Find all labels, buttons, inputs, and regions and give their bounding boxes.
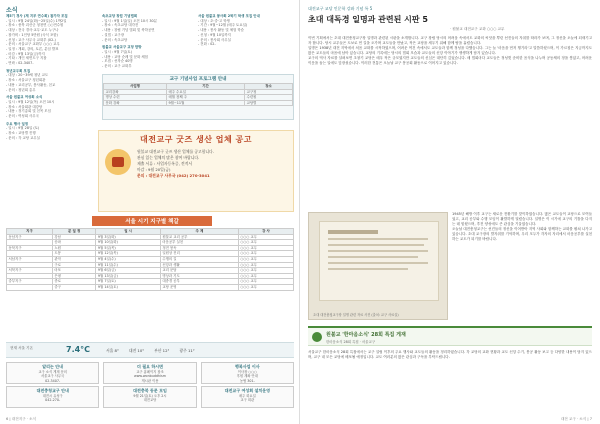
schedule-cell: ○○○ 교무	[238, 268, 293, 274]
news-heading: 청년교우회 모집	[6, 68, 31, 73]
footer-box-line: 대전시 유성구	[42, 394, 63, 398]
schedule-cell: 중부지구	[7, 279, 53, 285]
footer-box-line: 02-3407-	[45, 378, 61, 383]
news-heading: 주요 행사 일정	[6, 121, 29, 126]
program-cell: 매주 수요일	[167, 89, 245, 95]
footer-box	[201, 362, 294, 384]
news-line: - 문의 : 각 교당 교무실	[6, 135, 40, 140]
schedule-cell: 종로	[52, 279, 95, 285]
schedule-cell: 구로	[52, 262, 95, 268]
schedule-cell: 수행의 길	[160, 256, 238, 262]
news-line: - 문의 : 서울교구 교화부 ○○○ 교무	[6, 42, 60, 47]
weather-item: 부산 12°	[154, 348, 170, 353]
footer-box	[103, 386, 196, 408]
weather-items	[106, 348, 195, 354]
news-line: - 내용 : 교리공부, 봉사활동, 친교	[6, 82, 56, 87]
news-line: - 문의 : 교구 교화부	[102, 64, 132, 69]
schedule-cell: 9월 14일(토)	[96, 284, 160, 290]
article-photo	[308, 212, 448, 320]
program-cell: 교리강좌	[104, 89, 167, 95]
section-title: 소식	[6, 7, 18, 14]
schedule-cell: 9월 11일(수)	[96, 262, 160, 268]
news-line: - 장소 : 교당별 진행	[6, 131, 36, 136]
schedule-cell: 강남	[52, 234, 95, 240]
goods-ad-line: 마감 : 9월 20일(금)	[137, 167, 171, 172]
goods-ad-line: 관심 있는 업체의 많은 참여 바랍니다.	[137, 155, 200, 160]
program-cell: 기간	[167, 84, 245, 90]
news-line: - 신청 : 교구 사무국 교화부 (02-)	[6, 37, 56, 42]
bottom-paragraph: 서울교구 한마음소식 28회 특집에서는 교구 설립 이후의 주요 행사와 교도들의 활동을 정리하였습니다. 각 교당의 교화 현황과 교도 신앙 수기, 봉공 활동 보고 등 다양한 내용이 담겨 있으며, 교구 내 모든 교당에 배포될 예정입니다. 교도 여러분의 많은 관심과 구독을 부탁드립니다.	[308, 350, 592, 360]
footer-box-line: 서울교구 사무국	[40, 374, 65, 379]
schedule-cell: 원불교 교리 공부	[160, 234, 238, 240]
schedule-table	[6, 228, 294, 291]
footer-box	[201, 386, 294, 408]
news-line: - 신청 : 9월 10일까지	[198, 32, 231, 37]
news-line: - 문의 : 여성회 사무국	[6, 114, 39, 119]
article-kicker: 대전교구 교당 인문학 강좌 기념 특 5	[308, 6, 373, 11]
banner-icon	[312, 332, 322, 342]
footer-box	[6, 386, 99, 408]
news-line: - 문의 : 속초교당	[102, 37, 128, 42]
footer-box	[6, 362, 99, 384]
news-line: - 내용 : 봉사 활동 및 체험 학습	[198, 28, 244, 33]
schedule-cell: ○○○ 교무	[238, 273, 293, 279]
news-heading: 제5기 경사 (제 지부 연수회) 참가자 모집	[6, 14, 68, 18]
news-line: - 참가비 : 1인당 5만원 (숙식 포함)	[6, 32, 58, 37]
news-line: - 일시 : 9월 7일(토)	[102, 49, 133, 54]
schedule-cell: 일원상 진리	[160, 251, 238, 257]
goods-ad	[98, 130, 294, 212]
footer-box-title: 대전충청교구 안내	[36, 388, 69, 393]
schedule-header-cell: 주 제	[160, 229, 238, 235]
news-line: - 장소 : 서울교구 청년회관	[6, 78, 46, 83]
news-column-1	[6, 14, 98, 141]
news-line: - 문의 : 봉사회 사무실	[198, 37, 231, 42]
schedule-cell: 마포	[52, 268, 95, 274]
schedule-header-cell: 지구	[7, 229, 53, 235]
news-line: - 기타 : 개인 세면도구 지참	[6, 56, 47, 61]
goods-icon	[105, 149, 131, 175]
schedule-cell: 교리 문답	[160, 268, 238, 274]
schedule-cell: ○○○ 교무	[238, 279, 293, 285]
news-line: - 내용 : 교당 순례 및 문화 체험	[102, 54, 148, 59]
schedule-cell: 교당 운영	[160, 284, 238, 290]
article-paragraph: 교구의 역사 자료를 살펴보면 초창기 교당은 매우 작은 규모였지만 교도들의 신심은 대단히 깊었습니다. 매 법회마다 교도들은 정성껏 준비한 음식을 나누며 공동체의 정을 쌓았고, 어려운 이웃을 돕는 일에도 앞장섰습니다. 이러한 전통은 오늘날 교구 봉공회 활동으로 이어지고 있습니다.	[308, 56, 592, 66]
schedule-cell: 도봉	[52, 251, 95, 257]
program-box	[102, 74, 294, 120]
banner-title: 원불교 '한마음소식' 28회 특집 게재	[326, 332, 406, 338]
right-page	[300, 0, 600, 424]
schedule-cell: 9월 6일(금)	[96, 268, 160, 274]
weather-label: 현재 서울 기온	[10, 346, 34, 350]
bottom-banner	[308, 326, 592, 346]
article-byline: · 원불교 대전교구 교화 ○○○ 교무	[450, 27, 505, 31]
schedule-cell: 서북지구	[7, 268, 53, 274]
article-paragraph: 오늘날 대전충청교구는 선진들의 정신을 이어받아 지역 사회와 함께하는 교화를 펼쳐 나가고 있습니다. 초대 교구장의 발자취를 기억하며, 우리 모두가 각자의 자리에서 마음공부를 실천하는 교도가 되기를 바랍니다.	[452, 227, 592, 242]
news-line: - 일시 : 9월 24일(화)~25일(수) 1박2일	[6, 18, 67, 23]
news-line: - 일시 : 9월 12일(목) 오전 10시	[6, 99, 55, 104]
schedule-cell: ○○○ 교무	[238, 234, 293, 240]
schedule-header-cell: 강 사	[238, 229, 293, 235]
schedule-cell: ○○○ 교무	[238, 240, 293, 246]
schedule-cell: 명상과 기도	[160, 273, 238, 279]
schedule-header-cell: 일 시	[96, 229, 160, 235]
program-table	[103, 83, 293, 106]
article-paragraph: 1945년 해방 이후 교구는 새로운 전환기를 맞이하였습니다. 많은 교도들이 교당으로 모여들었고, 교리 공부와 수행 모임이 활발하게 열렸습니다. 일명은 이 시기에 교구의 기틀을 다지는 데 힘썼으며, 후진 양성에도 큰 관심을 기울였습니다.	[452, 212, 592, 227]
footer-box-title: 행복사업 이사	[235, 364, 260, 369]
schedule-cell: 은평	[52, 273, 95, 279]
news-heading: 속초교당 창립 기념법회	[102, 14, 138, 18]
program-cell: 문화 강좌	[104, 100, 167, 106]
footer-box-line: 교구 홈페이지 참조	[136, 370, 164, 374]
weather-item: 대전 10°	[128, 348, 145, 353]
news-line: - 모집 : 선착순 40명	[102, 59, 133, 64]
news-heading: 원불교 서울교구 교당 탐방	[102, 45, 142, 50]
news-line: - 장소 : 속초교당 대각전	[102, 23, 139, 28]
footer-box-title: 알리는 안내	[42, 364, 64, 369]
schedule-cell: ○○○ 교무	[238, 262, 293, 268]
banner-subtitle: 한마음소식 28회 특집 · 서울교구	[326, 340, 376, 344]
news-line: - 대상 : 20~39세 청년 교도	[6, 73, 49, 78]
program-cell: 사업명	[104, 84, 167, 90]
schedule-cell: 마음공부 실천	[160, 240, 238, 246]
news-line: - 기간 : 9월~12월 (매주 토요일)	[198, 23, 248, 28]
footer-box-line: 교구 회관	[240, 398, 255, 403]
footer-box-line: 교구 소식 게재 문의	[38, 370, 67, 374]
footer-box-line: 후원 계좌 안내	[236, 374, 258, 379]
footer-box-line: 042-270-	[45, 398, 61, 403]
goods-ad-line: 문의 : 대전교구 사무국 (042) 270-3041	[137, 173, 210, 178]
schedule-cell: ○○○ 교무	[238, 251, 293, 257]
footer-box-title: 대전교구 여성회 설치운영	[224, 388, 270, 393]
footer-box-title: 더 필요 하시면	[137, 364, 163, 369]
news-line: - 문의 : 청년회 총무	[6, 87, 36, 92]
news-column-3	[198, 14, 294, 47]
news-line: - 대상 : 전국 경사·교무·교도 누구나	[6, 28, 59, 33]
schedule-cell: 대종경 공부	[160, 279, 238, 285]
bottom-article	[308, 350, 592, 410]
program-box-title: 교구 기념사업 프로그램 안내	[169, 77, 227, 82]
schedule-cell: 노원	[52, 245, 95, 251]
program-cell: 9월~11월	[167, 100, 245, 106]
goods-ad-body	[137, 149, 214, 179]
footer-box-line: www.wonbuddhism	[134, 374, 166, 379]
footer-boxes-2	[6, 386, 294, 408]
article-body-side	[452, 212, 592, 320]
schedule-cell: 9월 12일(목)	[96, 251, 160, 257]
footer-box-line: 이사장 ○○○	[237, 370, 257, 374]
schedule-cell: 관악	[52, 256, 95, 262]
footer-box-line: 농협 301-	[239, 378, 255, 383]
schedule-cell: 9월 10일(화)	[96, 240, 160, 246]
news-column-2	[102, 14, 194, 69]
program-row	[104, 100, 293, 106]
schedule-cell: 서남지구	[7, 256, 53, 262]
news-line: - 일시 : 9월 1일(일) 오전 10시 30분	[102, 18, 157, 23]
program-cell: 교당별	[245, 100, 293, 106]
footer-box-line: 대전교당	[143, 398, 157, 403]
article-body-top	[308, 36, 592, 210]
footer-box-line: 9월 21일(토) 오후 2시	[133, 394, 167, 398]
news-line: - 전화 : 02-	[198, 42, 216, 47]
schedule-header-cell: 분 일 정	[52, 229, 95, 235]
schedule-cell: 9월 3일(화)	[96, 234, 160, 240]
schedule-cell: 정전 봉독	[160, 245, 238, 251]
news-line: - 내용 : 창립 기념 법회 및 축하공연	[102, 28, 155, 33]
news-line: - 일정 : 개회, 강의, 토론, 분임 발표	[6, 46, 59, 51]
news-line: - 연락 : 02-3407-	[6, 61, 34, 66]
schedule-cell: ○○○ 교무	[238, 284, 293, 290]
schedule-cell: 동남지구	[7, 234, 53, 240]
schedule-cell: ○○○ 교무	[238, 256, 293, 262]
news-line: - 설법 : 교구장	[102, 32, 124, 37]
schedule-cell: 9월 5일(목)	[96, 245, 160, 251]
goods-ad-title: 대전교구 굿즈 생산 업체 공고	[140, 135, 252, 144]
weather-item: 광주 11°	[179, 348, 195, 353]
article-paragraph: 이번 기획에서는 초대 대전충청교구장 일명과 관련된 시판을 소개합니다. 교구 창립 당시의 어려움 속에서도 교화의 씨앗을 뿌린 선진들의 자취를 따라가 보며, 그 정신을 오늘에 되새기고자 합니다. 당시 교무들은 도보로 먼 길을 오가며 교도들을 만났고, 작은 교당을 세우기 위해 함께 땀을 흘렸습니다.	[308, 36, 592, 46]
footer-box-line: 매주 화요일	[238, 394, 256, 398]
schedule-title: 서울 시기 지구별 책갈	[92, 216, 212, 226]
program-cell: 매월 첫째 주	[167, 95, 245, 101]
schedule-row	[7, 284, 294, 290]
article-headline: 초대 대독경 일명과 관련된 시판 5	[308, 15, 428, 24]
footer-box	[103, 362, 196, 384]
program-cell: 장소	[245, 84, 293, 90]
article-paragraph: 일명은 1938년 대전 지역에서 처음 교화를 시작하였으며, 어려운 여건 속에서도 교도들과 함께 정성을 다했습니다. 그는 늘 '마음을 먼저 챙기라'고 말씀하셨으며, 이 가르침은 지금까지도 많은 교도들의 마음에 남아 있습니다. 교당의 기록에는 당시의 법회 모습과 교도들의 신앙 이야기가 생생하게 담겨 있습니다.	[308, 46, 592, 56]
news-line: - 내용 : 정기총회 및 친목 모임	[6, 109, 51, 114]
program-cell: 명상 수련	[104, 95, 167, 101]
weather-bar	[6, 342, 294, 358]
page-footer-left: 6 | 대전지구 · 소식	[6, 417, 37, 421]
program-cell: 교구청	[245, 89, 293, 95]
schedule-cell: 동북지구	[7, 245, 53, 251]
schedule-cell: 9월 7일(토)	[96, 279, 160, 285]
footer-boxes	[6, 362, 294, 384]
schedule-cell: 송파	[52, 240, 95, 246]
weather-temp: 7.4°C	[66, 345, 91, 354]
news-line: - 대상 : 초·중·고 학생	[198, 18, 230, 23]
page-footer-right: 대전 교구 · 소식 | 7	[560, 417, 592, 421]
news-heading: 서울 원불교 여성회 소식	[6, 95, 43, 100]
news-line: - 장소 : 서울회관 대강당	[6, 104, 43, 109]
goods-ad-line: 제출 서류 : 사업자등록증, 견적서	[137, 161, 192, 166]
news-heading: 서울 원불교 봉사회 2학기 학생 모집 안내	[198, 14, 260, 18]
photo-caption: 초대 대전충청교구장 일명 관련 자료 사진 (출처: 교구 사료실)	[313, 313, 399, 317]
schedule-section	[6, 216, 294, 291]
schedule-cell: 신앙과 생활	[160, 262, 238, 268]
weather-item: 서울 8°	[106, 348, 119, 353]
schedule-cell: 중구	[52, 284, 95, 290]
schedule-cell: ○○○ 교무	[238, 245, 293, 251]
program-cell: 수련원	[245, 95, 293, 101]
footer-box-title: 대전충북 동문 모임	[133, 388, 167, 393]
news-line: - 마감 : 9월 13일(금)까지	[6, 51, 45, 56]
news-line: - 장소 : 충북 괴산군 청천면 ○○연수원	[6, 23, 64, 28]
footer-box-line: 게시판 이용	[141, 378, 159, 383]
news-line: - 일시 : 9월 28일 (토)	[6, 126, 40, 131]
goods-ad-line: 원불교 대전교구 굿즈 생산 업체를 공고합니다.	[137, 149, 214, 154]
schedule-cell: 9월 4일(수)	[96, 256, 160, 262]
schedule-cell: 9월 13일(금)	[96, 273, 160, 279]
schedule-cell	[7, 284, 53, 290]
